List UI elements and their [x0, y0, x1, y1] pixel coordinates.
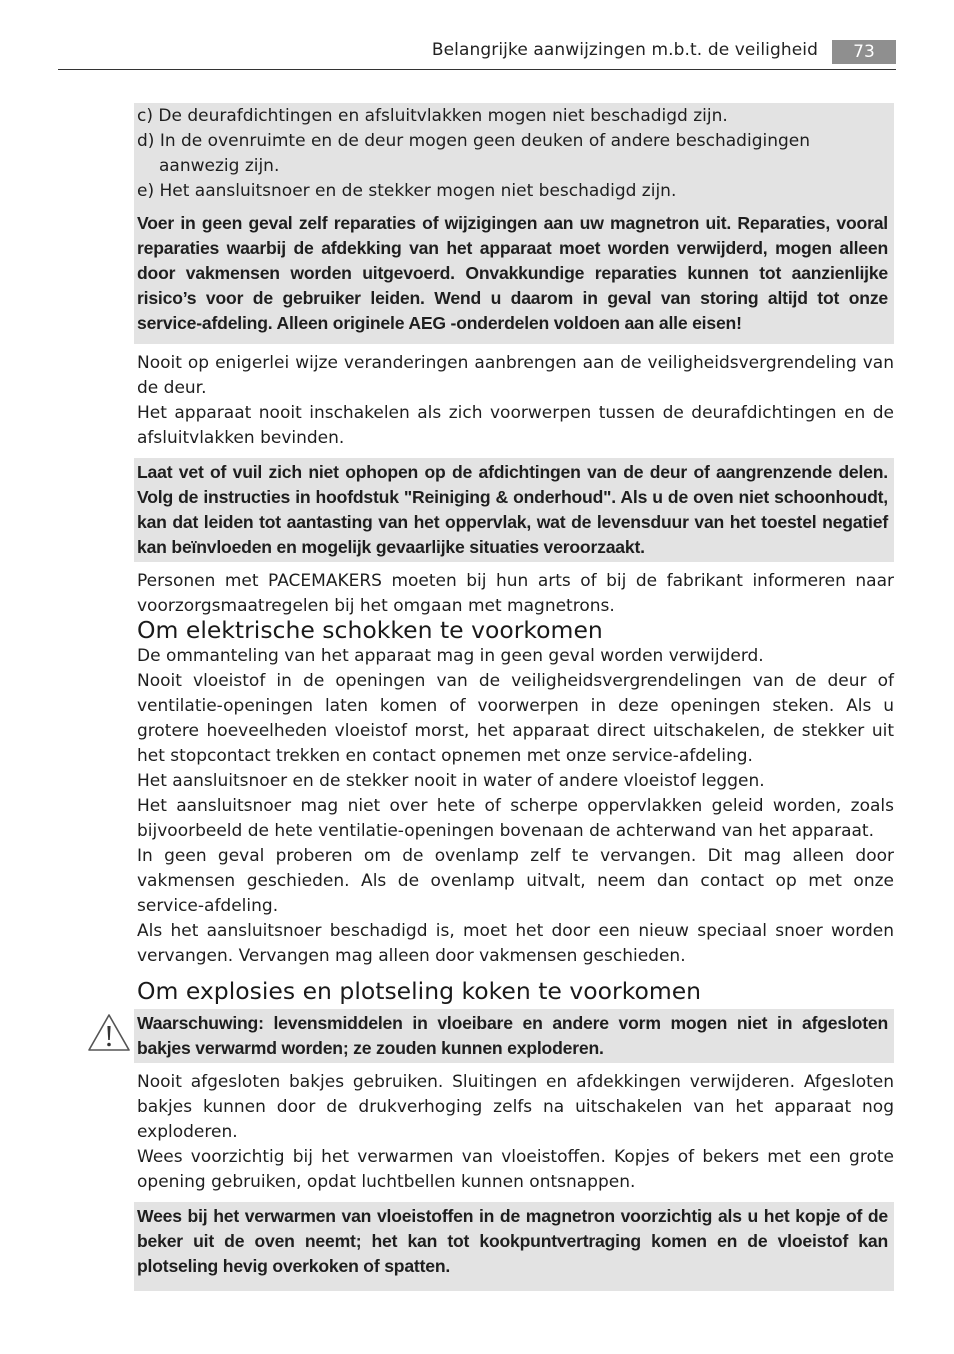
section-heading-explosions: Om explosies en plotseling koken te voorkomen: [137, 977, 702, 1005]
shock-paragraph-1: De ommanteling van het apparaat mag in geen geval worden verwijderd.: [137, 646, 764, 666]
shock-paragraph-4: Het aansluitsnoer mag niet over hete of scherpe oppervlakken geleid worden, zoals bijvoorbeeld de hete ventilatie-openingen bovenaan de achterwand van het apparaat.: [137, 796, 894, 841]
list-item-c: c) De deurafdichtingen en afsluitvlakken mogen niet beschadigd zijn.: [137, 106, 728, 126]
door-lock-paragraph: Nooit op enigerlei wijze veranderingen aanbrengen aan de veiligheidsvergrendeling van de deur.: [137, 353, 894, 398]
shock-paragraph-5: In geen geval proberen om de ovenlamp zelf te vervangen. Dit mag alleen door vakmensen geschieden. Als de ovenlamp uitvalt, neem dan contact op met onze service-afdeling.: [137, 846, 894, 916]
explosion-warning-row: [137, 1009, 894, 1063]
page-content: [137, 103, 894, 1291]
shock-paragraph-2: Nooit vloeistof in de openingen van de veiligheidsvergrendelingen van de deur of ventilatie-openingen laten komen of voorwerpen in deze openingen steken. Als u grotere hoeveelheden vloeistof morst, het apparaat direct uitschakelen, de stekker uit het stopcontact trekken en contact opnemen met onze service-afdeling.: [137, 671, 894, 766]
cleaning-warning-box: [134, 458, 894, 562]
checklist-warning-box: [134, 103, 894, 344]
shock-paragraph-6: Als het aansluitsnoer beschadigd is, moet het door een nieuw speciaal snoer worden vervangen. Vervangen mag alleen door vakmensen geschieden.: [137, 921, 894, 966]
page-header: [58, 36, 896, 70]
section-heading-electric-shock: Om elektrische schokken te voorkomen: [137, 616, 603, 644]
cleaning-warning: Laat vet of vuil zich niet ophopen op de afdichtingen van de deur of aangrenzende delen. Volg de instructies in hoofdstuk "Reiniging & onderhoud". Als u de oven niet schoonhoudt, kan dat leiden tot aantasting van het oppervlak, wat de levensduur van het toestel negatief kan beïnvloeden en mogelijk gevaarlijke situaties veroorzaakt.: [137, 462, 888, 557]
explosion-warning-box: [134, 1009, 894, 1063]
list-item-d: d) In de ovenruimte en de deur mogen geen deuken of andere beschadigingen aanwezig zijn.: [137, 131, 811, 176]
objects-paragraph: Het apparaat nooit inschakelen als zich voorwerpen tussen de deurafdichtingen en de afsluitvlakken bevinden.: [137, 403, 894, 448]
boiling-warning: Wees bij het verwarmen van vloeistoffen in de magnetron voorzichtig als u het kopje of de beker uit de oven neemt; het kan tot kookpuntvertraging komen en de vloeistof kan plotseling hevig overkoken of spatten.: [137, 1206, 888, 1276]
repair-warning: Voer in geen geval zelf reparaties of wijzigingen aan uw magnetron uit. Reparaties, vooral reparaties waarbij de afdekking van het apparaat moet worden verwijderd, mogen alleen door vakmensen worden uitgevoerd. Onvakkundige reparaties kunnen tot aanzienlijke risico’s voor de gebruiker leiden. Wend u daarom in geval van storing altijd tot onze service-afdeling. Alleen originele AEG -onderdelen voldoen aan alle eisen!: [137, 213, 888, 333]
pacemaker-paragraph: Personen met PACEMAKERS moeten bij hun arts of bij de fabrikant informeren naar voorzorgsmaatregelen bij het omgaan met magnetrons.: [137, 571, 894, 616]
list-item-e: e) Het aansluitsnoer en de stekker mogen niet beschadigd zijn.: [137, 181, 677, 201]
explosion-warning: Waarschuwing: levensmiddelen in vloeibare en andere vorm mogen niet in afgesloten bakjes verwarmd worden; ze zouden kunnen exploderen.: [137, 1013, 888, 1058]
boiling-warning-box: [134, 1202, 894, 1291]
explosion-paragraph-2: Wees voorzichtig bij het verwarmen van vloeistoffen. Kopjes of bekers met een grote opening gebruiken, opdat luchtbellen kunnen ontsnappen.: [137, 1147, 894, 1192]
page-number: 73: [832, 40, 896, 64]
shock-paragraph-3: Het aansluitsnoer en de stekker nooit in water of andere vloeistof leggen.: [137, 771, 765, 791]
header-title: Belangrijke aanwijzingen m.b.t. de veiligheid: [431, 40, 818, 60]
warning-triangle-icon: [87, 1013, 131, 1053]
explosion-paragraph-1: Nooit afgesloten bakjes gebruiken. Sluitingen en afdekkingen verwijderen. Afgesloten bakjes kunnen door de drukverhoging zelfs na uitschakelen van het apparaat nog exploderen.: [137, 1072, 894, 1142]
